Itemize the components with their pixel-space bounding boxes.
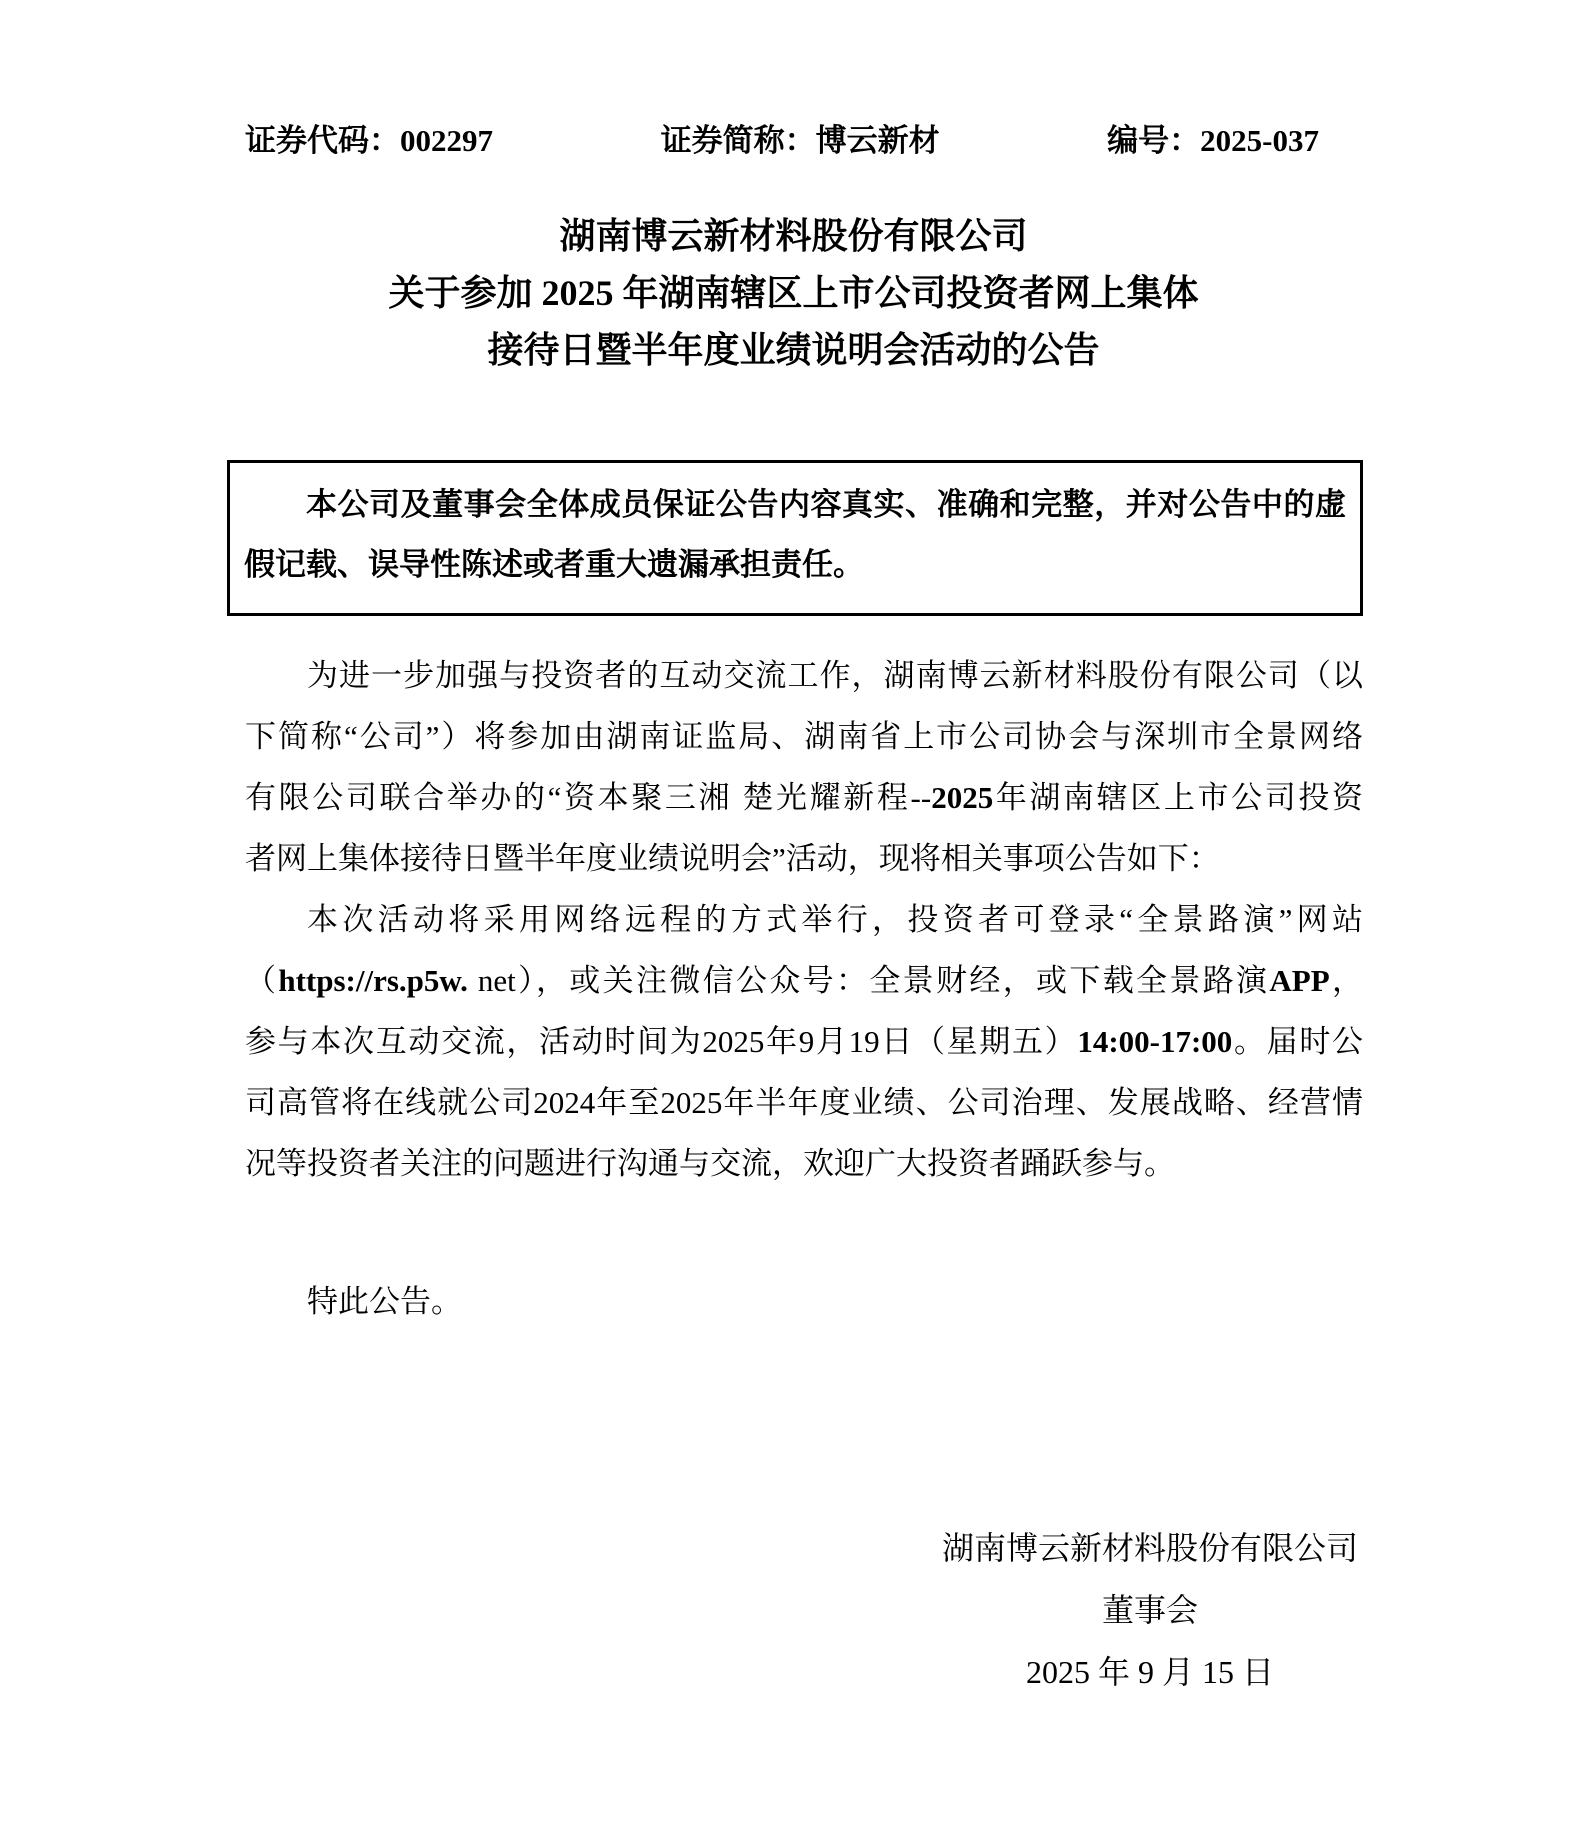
securities-abbreviation: 证券简称：博云新材 [660, 123, 940, 158]
title-line-company: 湖南博云新材料股份有限公司 [559, 216, 1028, 256]
text-line [245, 1011, 1363, 1072]
text-run: https://rs.p5w. [278, 963, 468, 998]
closing-statement [245, 1271, 1363, 1332]
securities-code: 证券代码：002297 [245, 123, 493, 158]
closing-text: 特此公告。 [307, 1284, 462, 1319]
text-line [245, 767, 1363, 828]
text-line [245, 645, 1363, 706]
text-line [245, 889, 1363, 950]
signature-board: 董事会 [1101, 1592, 1198, 1628]
text-run: net），或关注微信公众号：全景财经，或下载全景路演 [467, 963, 1270, 998]
text-run: 。届时公 [1232, 1024, 1364, 1059]
text-run: （ [245, 963, 279, 998]
body-paragraphs [245, 645, 1363, 1194]
document-title [236, 208, 1351, 379]
text-run: 年湖南辖区上市公司投资 [993, 780, 1364, 815]
text-line [245, 828, 1363, 889]
signature-block [942, 1517, 1358, 1703]
announcement-number: 编号：2025-037 [1107, 123, 1319, 158]
title-line-announcement: 接待日暨半年度业绩说明会活动的公告 [487, 330, 1100, 370]
text-run: 者网上集体接待日暨半年度业绩说明会”活动，现将相关事项公告如下： [245, 841, 1220, 876]
paragraph [245, 889, 1363, 1194]
text-line [244, 535, 1346, 595]
text-run: 为进一步加强与投资者的互动交流工作，湖南博云新材料股份有限公司（以 [307, 658, 1363, 693]
disclaimer-box [227, 460, 1363, 616]
text-line [244, 475, 1346, 535]
paragraph [245, 645, 1363, 889]
text-run: 下简称“公司”）将参加由湖南证监局、湖南省上市公司协会与深圳市全景网络 [245, 719, 1363, 754]
text-line [245, 706, 1363, 767]
text-line [245, 950, 1363, 1011]
text-run: 假记载、误导性陈述或者重大遗漏承担责任。 [244, 547, 864, 582]
signature-company: 湖南博云新材料股份有限公司 [941, 1530, 1358, 1566]
text-run: 本公司及董事会全体成员保证公告内容真实、准确和完整，并对公告中的虚 [306, 487, 1346, 522]
text-line [245, 1133, 1363, 1194]
text-run: 本次活动将采用网络远程的方式举行，投资者可登录“全景路演”网站 [307, 902, 1363, 937]
text-run: 司高管将在线就公司2024年至2025年半年度业绩、公司治理、发展战略、经营情 [245, 1085, 1363, 1120]
title-line-event: 关于参加 2025 年湖南辖区上市公司投资者网上集体 [388, 273, 1199, 313]
text-run: ， [1329, 963, 1364, 998]
text-run: 14:00-17:00 [1077, 1024, 1233, 1059]
text-run: 参与本次互动交流，活动时间为2025年9月19日（星期五） [245, 1024, 1078, 1059]
text-run: 有限公司联合举办的“资本聚三湘 楚光耀新程-- [245, 780, 932, 815]
signature-date: 2025 年 9 月 15 日 [1025, 1654, 1274, 1690]
text-run: 2025 [931, 780, 994, 815]
text-run: APP [1269, 963, 1330, 998]
document-header [245, 118, 1319, 164]
text-line [245, 1072, 1363, 1133]
disclaimer-lines [244, 475, 1346, 595]
text-run: 况等投资者关注的问题进行沟通与交流，欢迎广大投资者踊跃参与。 [245, 1146, 1175, 1181]
